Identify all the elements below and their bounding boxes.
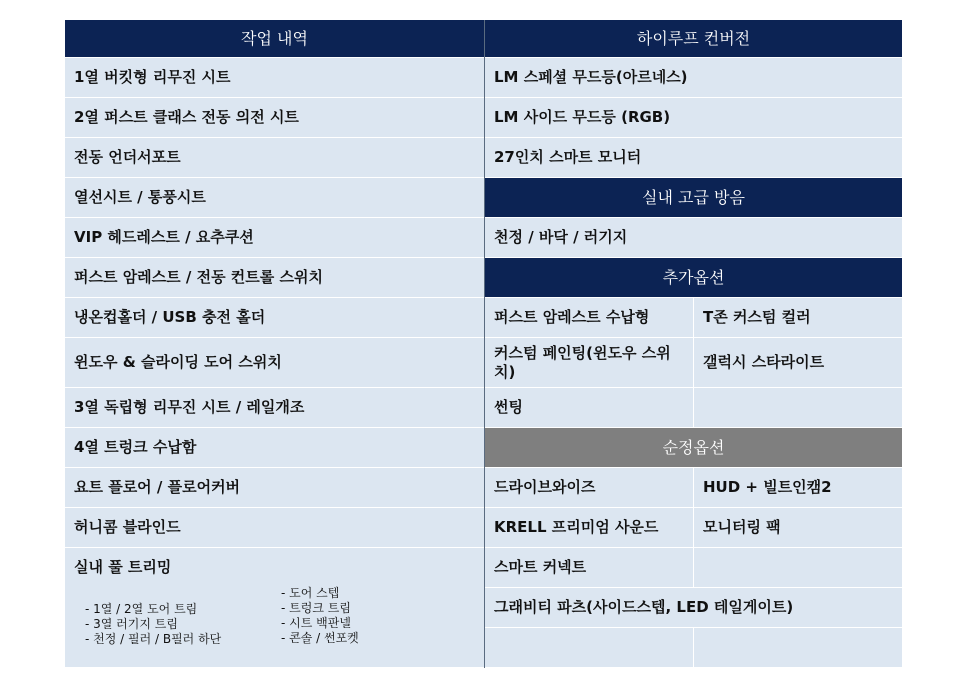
converter-item: LM 사이드 무드등 (RGB): [485, 98, 903, 138]
left-item: 전동 언더서포트: [65, 138, 485, 178]
header-work-details: 작업 내역: [65, 20, 485, 58]
left-item: 1열 버킷형 리무진 시트: [65, 58, 485, 98]
header-soundproofing: 실내 고급 방음: [485, 178, 903, 218]
option-item: T존 커스텀 컬러: [694, 298, 903, 338]
genuine-item: 스마트 커넥트: [485, 548, 694, 588]
option-item: 썬팅: [485, 388, 694, 428]
option-item: 커스텀 페인팅(윈도우 스위치): [485, 338, 694, 388]
header-genuine-options: 순정옵션: [485, 428, 903, 468]
trim-list-left: [85, 602, 221, 647]
left-item: VIP 헤드레스트 / 요추쿠션: [65, 218, 485, 258]
left-item: 냉온컵홀더 / USB 충전 홀더: [65, 298, 485, 338]
left-item: 윈도우 & 슬라이딩 도어 스위치: [65, 338, 485, 388]
trim-item: - 천정 / 필러 / B필러 하단: [85, 632, 222, 646]
left-item: 허니콤 블라인드: [65, 508, 485, 548]
trim-item: - 콘솔 / 썬포켓: [281, 631, 359, 645]
empty-cell: [485, 628, 694, 668]
header-hiloop-conversion: 하이루프 컨버전: [485, 20, 903, 58]
left-item: 요트 플로어 / 플로어커버: [65, 468, 485, 508]
interior-trim-cell: [65, 548, 485, 668]
trim-list-right: [281, 586, 359, 646]
gravity-parts-item: 그래비티 파츠(사이드스텝, LED 테일게이트): [485, 588, 903, 628]
left-item: 열선시트 / 통풍시트: [65, 178, 485, 218]
empty-cell: [694, 628, 903, 668]
trim-item: - 1열 / 2열 도어 트림: [85, 602, 198, 616]
left-item: 3열 독립형 리무진 시트 / 레일개조: [65, 388, 485, 428]
converter-item: 27인치 스마트 모니터: [485, 138, 903, 178]
genuine-item: 드라이브와이즈: [485, 468, 694, 508]
trim-item: - 3열 러기지 트림: [85, 617, 178, 631]
genuine-item: KRELL 프리미엄 사운드: [485, 508, 694, 548]
left-item: 4열 트렁크 수납함: [65, 428, 485, 468]
left-item: 퍼스트 암레스트 / 전동 컨트롤 스위치: [65, 258, 485, 298]
option-item: 퍼스트 암레스트 수납형: [485, 298, 694, 338]
soundproof-item: 천정 / 바닥 / 러기지: [485, 218, 903, 258]
option-item: 갤럭시 스타라이트: [694, 338, 903, 388]
converter-item: LM 스페셜 무드등(아르네스): [485, 58, 903, 98]
option-empty: [694, 388, 903, 428]
genuine-item: HUD + 빌트인캠2: [694, 468, 903, 508]
trim-item: - 트렁크 트림: [281, 601, 351, 615]
trim-item: - 시트 백판넬: [281, 616, 351, 630]
work-details-table: [65, 20, 903, 668]
left-item: 2열 퍼스트 클래스 전동 의전 시트: [65, 98, 485, 138]
genuine-empty: [694, 548, 903, 588]
genuine-item: 모니터링 팩: [694, 508, 903, 548]
header-additional-options: 추가옵션: [485, 258, 903, 298]
interior-trim-title: 실내 풀 트리밍: [74, 558, 172, 576]
trim-item: - 도어 스텝: [281, 586, 340, 600]
